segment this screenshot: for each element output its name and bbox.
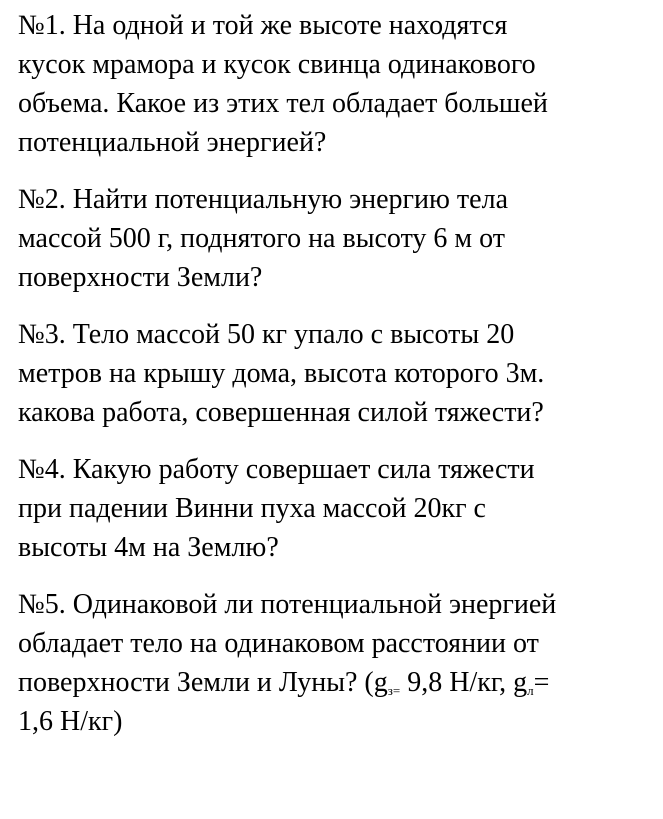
- problem-5-line-3-mid: 9,8 Н/кг, g: [400, 667, 528, 698]
- problem-3-line-1: №3. Тело массой 50 кг упало с высоты 20: [18, 319, 515, 350]
- problem-1: [18, 6, 648, 162]
- problem-2-line-1: №2. Найти потенциальную энергию тела: [18, 184, 508, 215]
- problem-3-line-3: какова работа, совершенная силой тяжести?: [18, 397, 544, 428]
- earth-gravity-subscript: з=: [387, 683, 401, 698]
- problem-4-line-1: №4. Какую работу совершает сила тяжести: [18, 454, 535, 485]
- problem-4: [18, 450, 648, 567]
- problem-1-line-3: объема. Какое из этих тел обладает большей: [18, 88, 548, 119]
- problem-4-line-2: при падении Винни пуха массой 20кг с: [18, 493, 486, 524]
- problem-5-line-1: №5. Одинаковой ли потенциальной энергией: [18, 589, 557, 620]
- problem-4-line-3: высоты 4м на Землю?: [18, 532, 279, 563]
- problem-sheet: [18, 6, 648, 759]
- problem-5-line-3-prefix: поверхности Земли и Луны? (g: [18, 667, 388, 698]
- problem-5: [18, 585, 648, 741]
- problem-1-line-2: кусок мрамора и кусок свинца одинакового: [18, 49, 536, 80]
- problem-2: [18, 180, 648, 297]
- moon-gravity-subscript: л: [527, 683, 534, 698]
- problem-5-line-3-suffix: =: [533, 667, 550, 698]
- problem-1-line-1: №1. На одной и той же высоте находятся: [18, 10, 508, 41]
- problem-5-line-4: 1,6 Н/кг): [18, 706, 123, 737]
- problem-2-line-3: поверхности Земли?: [18, 262, 263, 293]
- problem-5-line-2: обладает тело на одинаковом расстоянии от: [18, 628, 539, 659]
- problem-3-line-2: метров на крышу дома, высота которого 3м.: [18, 358, 545, 389]
- problem-2-line-2: массой 500 г, поднятого на высоту 6 м от: [18, 223, 506, 254]
- problem-3: [18, 315, 648, 432]
- problem-5-line-3: [18, 663, 648, 702]
- problem-1-line-4: потенциальной энергией?: [18, 127, 327, 158]
